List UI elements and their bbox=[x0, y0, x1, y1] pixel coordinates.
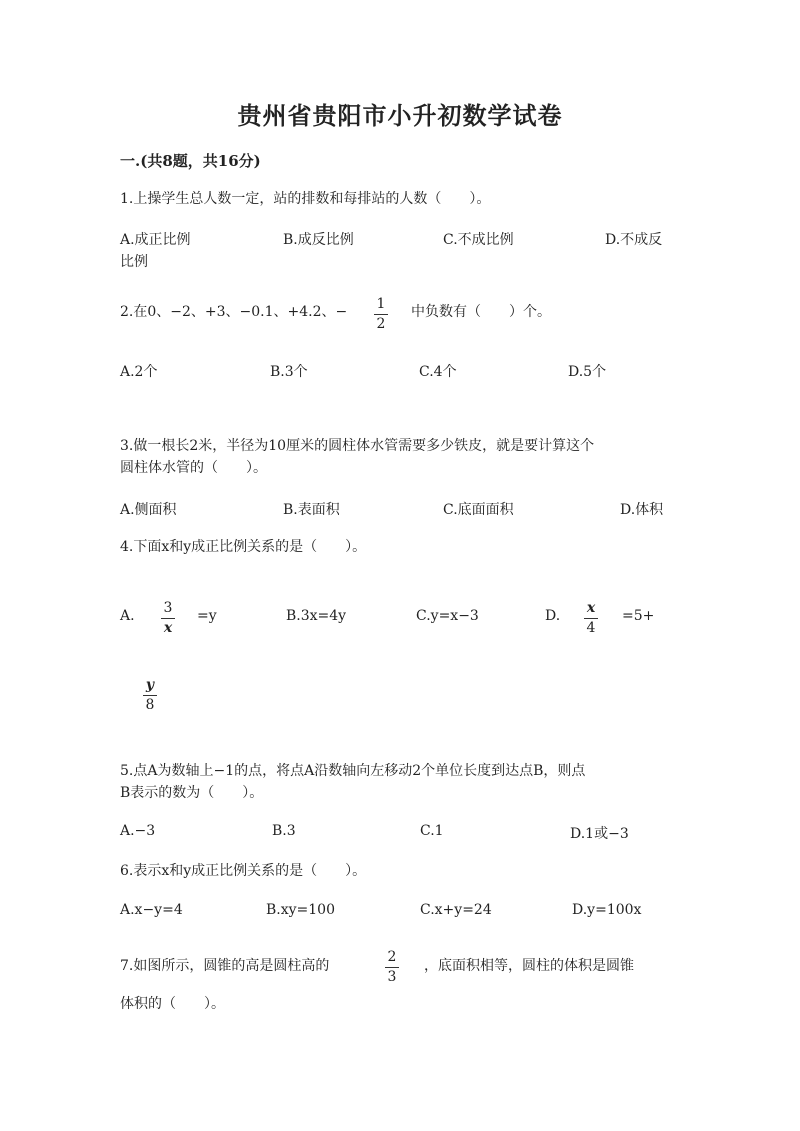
question-4-option-d-fraction bbox=[584, 601, 598, 636]
question-5-option-d: D.1或−3 bbox=[570, 826, 629, 842]
question-2-text-after: 中负数有（ ）个。 bbox=[411, 304, 551, 320]
question-5-option-b: B.3 bbox=[272, 823, 296, 839]
fraction-denominator: x bbox=[163, 620, 173, 636]
question-7-line-2: 体积的（ ）。 bbox=[120, 996, 225, 1012]
question-3-option-b: B.表面积 bbox=[283, 502, 340, 518]
question-1-option-c: C.不成比例 bbox=[443, 232, 514, 248]
fraction-numerator: x bbox=[586, 600, 596, 616]
question-4-option-a-tail: =y bbox=[197, 608, 217, 624]
question-4-option-d-fraction-2 bbox=[143, 678, 157, 713]
question-2-fraction bbox=[374, 297, 388, 332]
question-6-option-d: D.y=100x bbox=[572, 902, 642, 918]
question-4-option-d-label: D. bbox=[545, 608, 561, 624]
fraction-bar bbox=[385, 967, 399, 968]
question-7-text-before: 7.如图所示，圆锥的高是圆柱高的 bbox=[120, 958, 330, 974]
fraction-denominator: 2 bbox=[376, 316, 386, 332]
question-6-option-c: C.x+y=24 bbox=[420, 902, 492, 918]
fraction-bar bbox=[374, 314, 388, 315]
question-4-option-c: C.y=x−3 bbox=[416, 608, 479, 624]
question-2-option-a: A.2个 bbox=[120, 364, 158, 380]
question-2-option-b: B.3个 bbox=[270, 364, 308, 380]
question-4-option-a-label: A. bbox=[120, 608, 135, 624]
question-7-fraction bbox=[385, 950, 399, 985]
question-5-line-2: B表示的数为（ ）。 bbox=[120, 785, 264, 801]
question-1-option-d-wrap: 比例 bbox=[120, 254, 148, 270]
question-4-option-b: B.3x=4y bbox=[286, 608, 347, 624]
fraction-numerator: 1 bbox=[376, 296, 386, 312]
question-1-option-a: A.成正比例 bbox=[120, 232, 191, 248]
fraction-bar bbox=[584, 618, 598, 619]
question-2-option-d: D.5个 bbox=[568, 364, 607, 380]
question-5-line-1: 5.点A为数轴上−1的点，将点A沿数轴向左移动2个单位长度到达点B，则点 bbox=[120, 763, 586, 779]
question-1-option-b: B.成反比例 bbox=[283, 232, 354, 248]
question-6-text: 6.表示x和y成正比例关系的是（ ）。 bbox=[120, 863, 367, 879]
question-5-option-a: A.−3 bbox=[120, 823, 156, 839]
question-6-option-a: A.x−y=4 bbox=[120, 902, 183, 918]
fraction-bar bbox=[161, 618, 175, 619]
question-2-option-c: C.4个 bbox=[419, 364, 457, 380]
fraction-denominator: 3 bbox=[387, 969, 397, 985]
question-3-line-2: 圆柱体水管的（ ）。 bbox=[120, 460, 267, 476]
question-3-line-1: 3.做一根长2米，半径为10厘米的圆柱体水管需要多少铁皮，就是要计算这个 bbox=[120, 438, 595, 454]
fraction-denominator: 8 bbox=[145, 697, 155, 713]
question-2-text-before: 2.在0、−2、+3、−0.1、+4.2、− bbox=[120, 304, 348, 320]
question-3-option-d: D.体积 bbox=[620, 502, 664, 518]
fraction-denominator: 4 bbox=[586, 620, 596, 636]
fraction-bar bbox=[143, 695, 157, 696]
question-5-option-c: C.1 bbox=[420, 823, 444, 839]
question-1-text: 1.上操学生总人数一定，站的排数和每排站的人数（ ）。 bbox=[120, 191, 491, 207]
question-4-option-a-fraction bbox=[161, 601, 175, 636]
question-3-option-a: A.侧面积 bbox=[120, 502, 177, 518]
question-7-text-after: ，底面积相等，圆柱的体积是圆锥 bbox=[424, 958, 634, 974]
page-title: 贵州省贵阳市小升初数学试卷 bbox=[237, 101, 563, 130]
question-4-option-d-tail: =5+ bbox=[622, 608, 655, 624]
question-1-option-d: D.不成反 bbox=[605, 232, 663, 248]
fraction-numerator: 3 bbox=[163, 600, 173, 616]
fraction-numerator: y bbox=[145, 677, 155, 693]
question-3-option-c: C.底面面积 bbox=[443, 502, 514, 518]
question-4-text: 4.下面x和y成正比例关系的是（ ）。 bbox=[120, 539, 367, 555]
section-header: 一.(共8题，共16分) bbox=[120, 152, 261, 170]
fraction-numerator: 2 bbox=[387, 949, 397, 965]
question-6-option-b: B.xy=100 bbox=[266, 902, 335, 918]
